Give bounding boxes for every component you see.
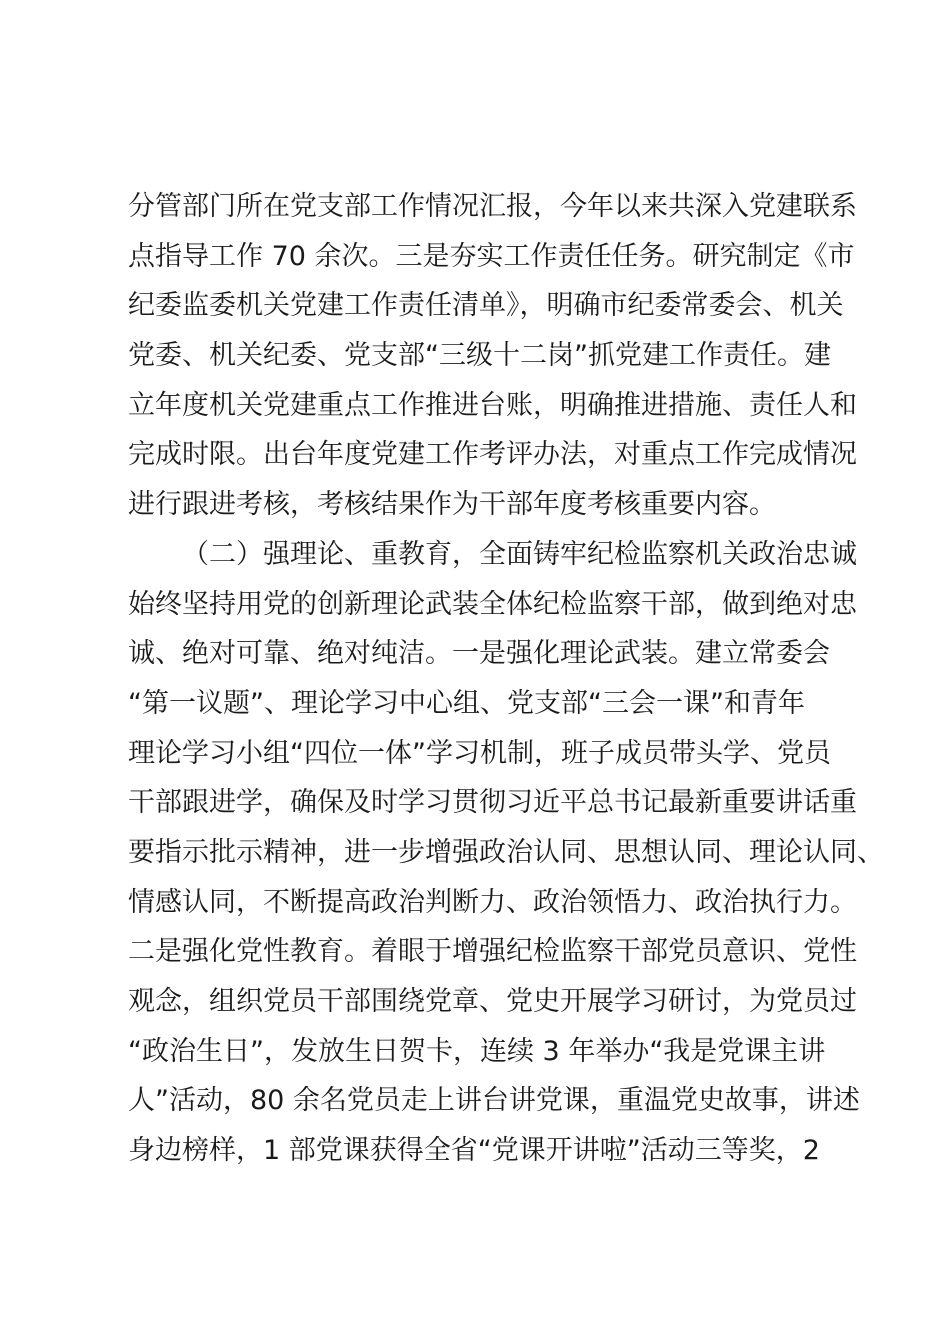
text-line: 立年度机关党建重点工作推进台账，明确推进措施、责任人和 — [128, 389, 857, 421]
text-line: 人”活动，80 余名党员走上讲台讲党课，重温党史故事，讲述 — [128, 1085, 860, 1117]
text-line: 党委、机关纪委、党支部“三级十二岗”抓党建工作责任。建 — [128, 340, 831, 372]
text-line: 诚、绝对可靠、绝对纯洁。一是强化理论武装。建立常委会 — [128, 638, 830, 670]
text-line: 二是强化党性教育。着眼于增强纪检监察干部党员意识、党性 — [128, 936, 857, 968]
body-text — [128, 182, 884, 1176]
text-line: “政治生日”，发放生日贺卡，连续 3 年举办“我是党课主讲 — [128, 1035, 826, 1067]
text-line: 始终坚持用党的创新理论武装全体纪检监察干部，做到绝对忠 — [128, 588, 857, 620]
text-line: 观念，组织党员干部围绕党章、党史开展学习研讨，为党员过 — [128, 986, 857, 1017]
section-heading-line: （二）强理论、重教育，全面铸牢纪检监察机关政治忠诚 — [182, 538, 857, 570]
text-line: 干部跟进学，确保及时学习贯彻习近平总书记最新重要讲话重 — [128, 787, 857, 819]
text-line: 纪委监委机关党建工作责任清单》，明确市纪委常委会、机关 — [128, 290, 844, 322]
text-line: 分管部门所在党支部工作情况汇报，今年以来共深入党建联系 — [128, 191, 857, 222]
text-line: 完成时限。出台年度党建工作考评办法，对重点工作完成情况 — [128, 439, 857, 471]
text-line: 要指示批示精神，进一步增强政治认同、思想认同、理论认同、 — [128, 836, 884, 868]
text-line: 情感认同，不断提高政治判断力、政治领悟力、政治执行力。 — [128, 886, 857, 918]
text-line: “第一议题”、理论学习中心组、党支部“三会一课”和青年 — [128, 687, 805, 719]
text-line: 进行跟进考核，考核结果作为干部年度考核重要内容。 — [128, 489, 776, 521]
text-line: 理论学习小组“四位一体”学习机制，班子成员带头学、党员 — [128, 737, 831, 769]
text-line: 点指导工作 70 余次。三是夯实工作责任任务。研究制定《市 — [128, 240, 855, 272]
text-line: 身边榜样，1 部党课获得全省“党课开讲啦”活动三等奖，2 — [128, 1135, 820, 1167]
